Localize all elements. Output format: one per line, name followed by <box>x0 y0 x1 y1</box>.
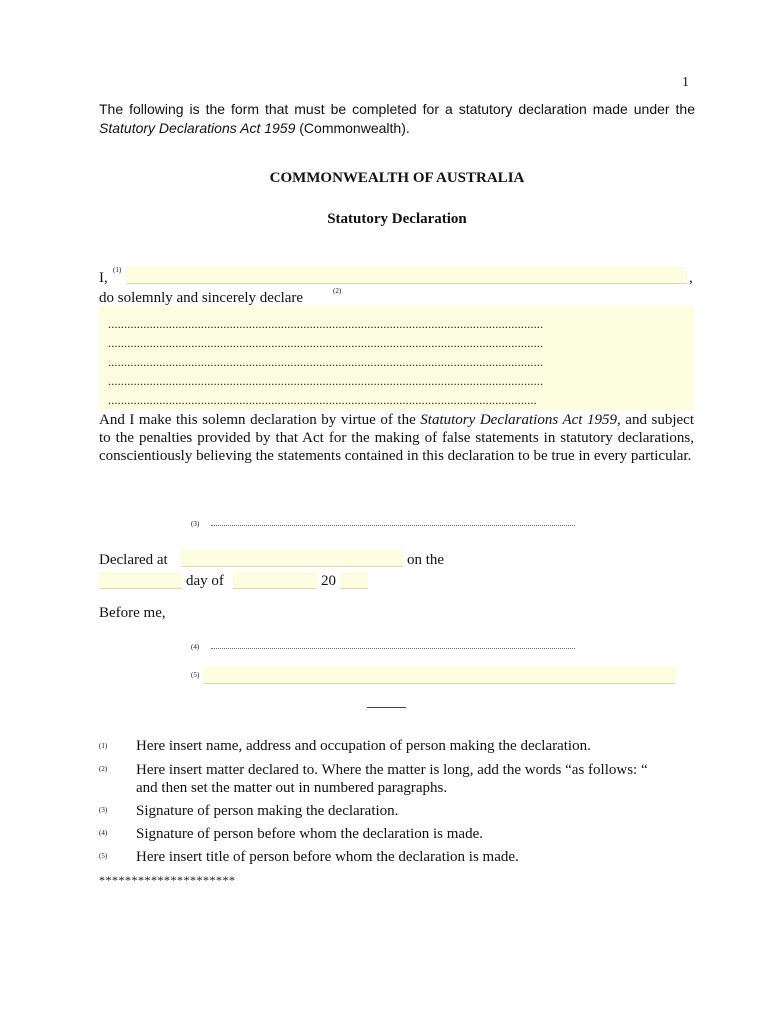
note-number: (1) <box>99 742 108 750</box>
before-me-label: Before me, <box>99 605 166 621</box>
matter-line: ........................................................................................................................................ <box>108 336 544 350</box>
page-title: COMMONWEALTH OF AUSTRALIA <box>269 170 525 186</box>
intro-text-before: The following is the form that must be completed for a statutory declaration made under the <box>99 101 695 117</box>
note-text: Signature of person before whom the declaration is made. <box>136 826 483 842</box>
separator <box>367 707 406 708</box>
matter-line: ........................................................................................................................................ <box>108 355 544 369</box>
matter-line: ........................................................................................................................................ <box>108 374 544 388</box>
intro-act-title: Statutory Declarations Act 1959 <box>99 120 296 136</box>
note-text: Here insert name, address and occupation of person making the declaration. <box>136 738 591 754</box>
witness-title-marker: (5) <box>191 671 200 679</box>
solemn-paragraph <box>99 411 694 465</box>
note-number: (5) <box>99 852 108 860</box>
declarant-name-field[interactable] <box>126 267 687 284</box>
solemn-act-title: Statutory Declarations Act 1959 <box>420 412 617 428</box>
month-field[interactable] <box>233 572 317 589</box>
signature-marker: (3) <box>191 520 200 528</box>
page-number: 1 <box>682 75 689 90</box>
declare-marker: (2) <box>333 287 342 295</box>
page-subtitle: Statutory Declaration <box>327 211 467 227</box>
intro-paragraph <box>99 100 695 138</box>
solemn-text-before: And I make this solemn declaration by virtue of the <box>99 412 421 428</box>
declarant-suffix: , <box>689 270 693 286</box>
note-text: Signature of person making the declaration. <box>136 803 399 819</box>
on-the-label: on the <box>407 552 445 568</box>
declarant-prefix: I, <box>99 270 108 286</box>
intro-text-after: (Commonwealth). <box>295 120 410 136</box>
witness-signature-line[interactable] <box>211 648 575 649</box>
note-number: (3) <box>99 806 108 814</box>
matter-field[interactable] <box>99 306 694 410</box>
matter-line: ...................................................................................................................................... <box>108 393 537 407</box>
witness-title-field[interactable] <box>203 667 676 684</box>
day-of-label: day of <box>186 573 224 589</box>
witness-signature-marker: (4) <box>191 643 200 651</box>
declarant-marker: (1) <box>113 266 122 274</box>
day-field[interactable] <box>99 572 182 589</box>
note-number: (4) <box>99 829 108 837</box>
declared-place-field[interactable] <box>181 550 403 567</box>
year-prefix: 20 <box>321 573 336 589</box>
declarant-signature-line[interactable] <box>211 525 575 526</box>
solemn-text-after: , and subject to the penalties provided by that Act for the making of false statements in statutory declarations, conscientiously believing the statements contained in this declaration to be true in every particular. <box>99 412 694 464</box>
matter-line: ........................................................................................................................................ <box>108 317 544 331</box>
year-field[interactable] <box>340 572 368 589</box>
note-number: (2) <box>99 765 108 773</box>
note-text: Here insert title of person before whom the declaration is made. <box>136 849 519 865</box>
asterisk-line: ********************* <box>99 873 236 887</box>
declare-line: do solemnly and sincerely declare <box>99 290 304 306</box>
declared-at-label: Declared at <box>99 552 168 568</box>
note-text: Here insert matter declared to. Where the matter is long, add the words “as follows: “ and then set the matter out in numbered paragraphs. <box>136 762 648 796</box>
